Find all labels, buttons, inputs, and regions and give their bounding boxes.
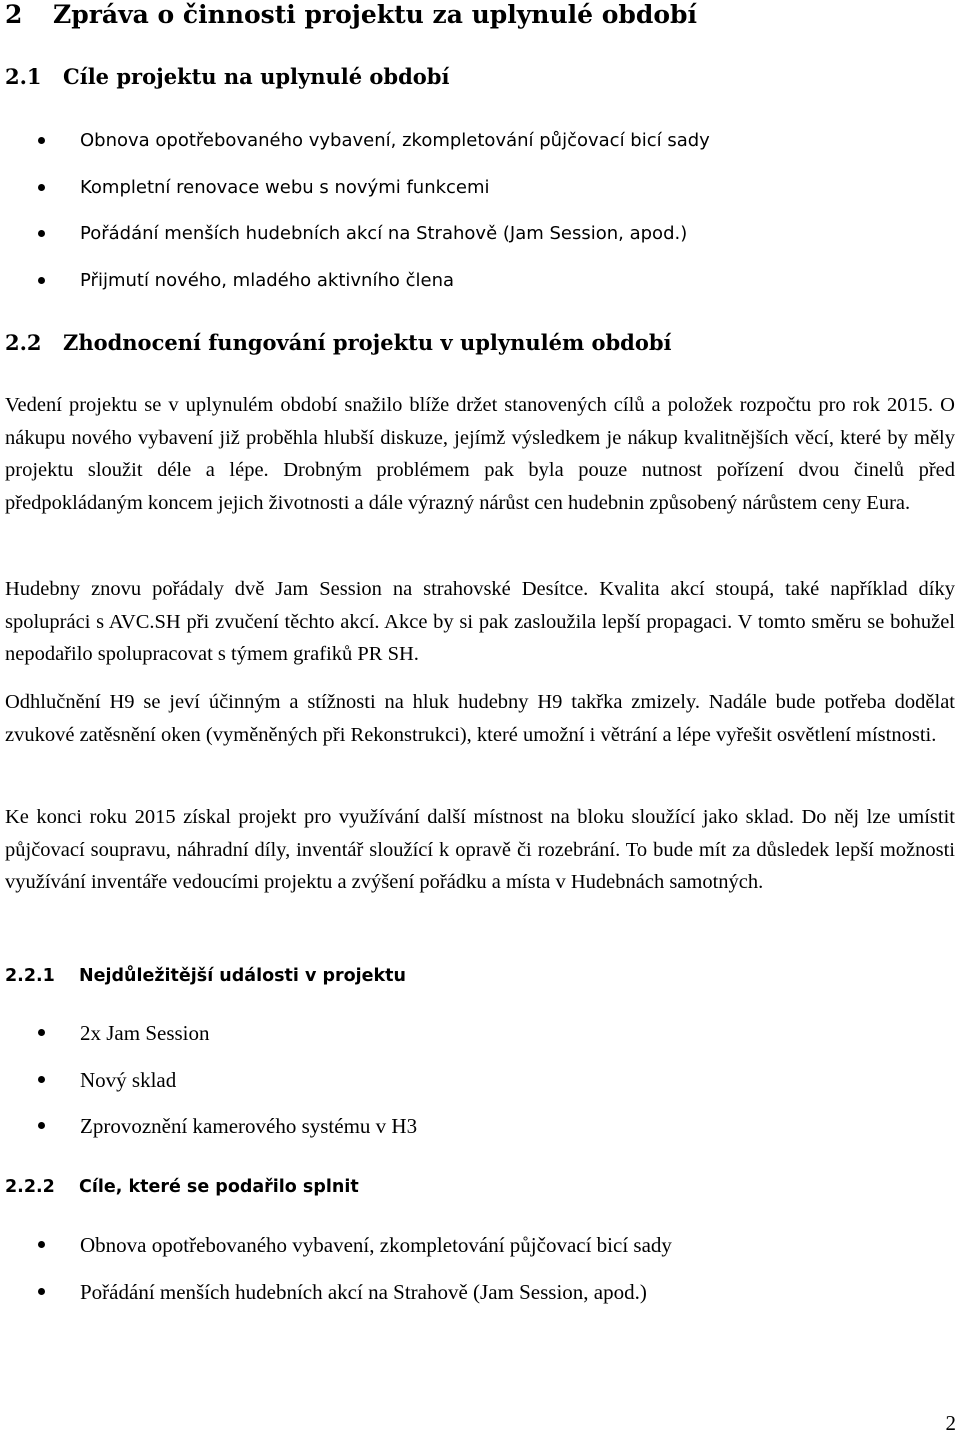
paragraph: Hudebny znovu pořádaly dvě Jam Session na strahovské Desítce. Kvalita akcí stoupá, také například díky spolupráci s AVC.SH při zvučení těchto akcí. Akce by si pak zasloužila lepší propagaci. V tomto směru se bohužel nepodařilo spolupracovat s týmem grafiků PR SH. — [5, 578, 955, 666]
achieved-title: Cíle, které se podařilo splnit — [79, 1177, 359, 1197]
events-number: 2.2.1 — [5, 966, 55, 986]
achieved-list — [0, 1232, 672, 1325]
list-item: Obnova opotřebovaného vybavení, zkompletování půjčovací bicí sady — [0, 1232, 672, 1279]
goals-heading — [5, 64, 449, 90]
section-heading — [5, 0, 697, 30]
evaluation-heading — [5, 330, 672, 356]
list-item: Kompletní renovace webu s novými funkcemi — [0, 175, 710, 222]
goals-number: 2.1 — [5, 64, 42, 89]
achieved-heading — [5, 1176, 359, 1198]
events-list — [0, 1020, 417, 1160]
list-item: Zprovoznění kamerového systému v H3 — [0, 1113, 417, 1160]
list-item: Pořádání menších hudebních akcí na Strahově (Jam Session, apod.) — [0, 1279, 672, 1326]
page-number: 2 — [945, 1411, 956, 1435]
goals-list — [0, 128, 710, 314]
list-item: Nový sklad — [0, 1067, 417, 1114]
section-title: Zpráva o činnosti projektu za uplynulé období — [53, 0, 698, 29]
achieved-number: 2.2.2 — [5, 1177, 55, 1197]
evaluation-number: 2.2 — [5, 330, 42, 355]
list-item: Obnova opotřebovaného vybavení, zkompletování půjčovací bicí sady — [0, 128, 710, 175]
list-item: 2x Jam Session — [0, 1020, 417, 1067]
paragraph: Vedení projektu se v uplynulém období snažilo blíže držet stanovených cílů a položek rozpočtu pro rok 2015. O nákupu nového vybavení již proběhla hlubší diskuze, jejímž výsledkem je nákup kvalitnějších věcí, které by měly projektu sloužit déle a lépe. Drobným problémem pak byla pouze nutnost pořízení dvou činelů před předpokládaným koncem jejich životnosti a dále výrazný nárůst cen hudebnin způsobený nárůstem ceny Eura. — [5, 394, 955, 514]
events-title: Nejdůležitější události v projektu — [79, 966, 406, 986]
paragraph: Odhlučnění H9 se jeví účinným a stížnosti na hluk hudebny H9 takřka zmizely. Nadále bude potřeba dodělat zvukové zatěsnění oken (vyměněných při Rekonstrukci), které umožní i větrání a lépe vyřešit osvětlení místnosti. — [5, 691, 955, 746]
section-number: 2 — [5, 0, 23, 29]
list-item: Přijmutí nového, mladého aktivního člena — [0, 268, 710, 315]
events-heading — [5, 965, 406, 987]
list-item: Pořádání menších hudebních akcí na Strahově (Jam Session, apod.) — [0, 221, 710, 268]
paragraph: Ke konci roku 2015 získal projekt pro využívání další místnost na bloku sloužící jako sklad. Do něj lze umístit půjčovací soupravu, náhradní díly, inventář sloužící k opravě či rozebrání. To bude mít za důsledek lepší možnosti využívání inventáře vedoucími projektu a zvýšení pořádku a místa v Hudebnách samotných. — [5, 806, 955, 894]
evaluation-title: Zhodnocení fungování projektu v uplynulém období — [63, 330, 672, 355]
goals-title: Cíle projektu na uplynulé období — [63, 64, 450, 89]
